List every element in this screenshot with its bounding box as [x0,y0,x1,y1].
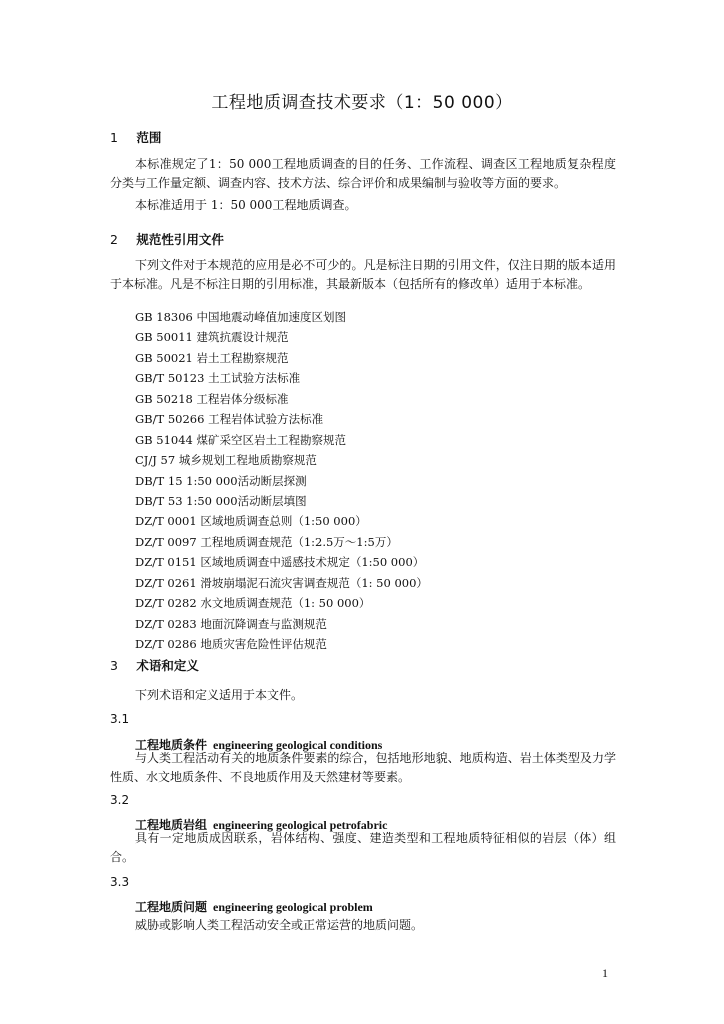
term-definition: 威胁或影响人类工程活动安全或正常运营的地质问题。 [135,918,424,932]
section-number: 3 [110,658,118,673]
section-1-paragraph: 本标准规定了1：50 000工程地质调查的目的任务、工作流程、调查区工程地质复杂程度分类与工作量定额、调查内容、技术方法、综合评价和成果编制与验收等方面的要求。 [110,157,616,190]
reference-item: DB/T 53 1:50 000活动断层填图 [135,493,307,508]
term-chinese: 工程地质条件 [135,738,208,752]
section-1-scope-line: 本标准适用于 1：50 000工程地质调查。 [135,198,357,212]
section-title: 术语和定义 [136,658,199,673]
section-3-intro: 下列术语和定义适用于本文件。 [135,688,304,702]
section-2-heading [110,230,224,248]
reference-item: CJ/J 57 城乡规划工程地质勘察规范 [135,453,317,468]
reference-item: DZ/T 0001 区域地质调查总则（1:50 000） [135,514,367,529]
reference-item: GB/T 50266 工程岩体试验方法标准 [135,412,324,427]
reference-item: GB 50218 工程岩体分级标准 [135,391,289,406]
reference-item: GB 50011 建筑抗震设计规范 [135,330,289,345]
reference-item: DB/T 15 1:50 000活动断层探测 [135,473,307,488]
term-english: engineering geological petrofabric [213,818,388,832]
section-2-intro: 下列文件对于本规范的应用是必不可少的。凡是标注日期的引用文件，仅注日期的版本适用于本标准。凡是不标注日期的引用标准，其最新版本（包括所有的修改单）适用于本标准。 [110,258,616,291]
reference-list [135,309,428,656]
section-1-heading [110,128,161,146]
reference-item: DZ/T 0097 工程地质调查规范（1:2.5万～1:5万） [135,534,398,549]
section-title: 规范性引用文件 [136,232,224,247]
term-number: 3.1 [110,712,130,726]
section-3-heading [110,656,199,674]
page-number: 1 [602,966,608,980]
term-chinese: 工程地质问题 [135,900,208,914]
reference-item: GB/T 50123 土工试验方法标准 [135,371,301,386]
section-number: 1 [110,130,118,145]
reference-item: GB 18306 中国地震动峰值加速度区划图 [135,310,347,324]
reference-item: GB 51044 煤矿采空区岩土工程勘察规范 [135,432,347,447]
section-title: 范围 [136,130,162,145]
document-title: 工程地质调查技术要求（1：50 000） [211,93,513,113]
reference-item: DZ/T 0286 地质灾害危险性评估规范 [135,637,327,651]
term-number: 3.2 [110,793,130,807]
reference-item: DZ/T 0151 区域地质调查中遥感技术规定（1:50 000） [135,555,425,570]
term-definition: 与人类工程活动有关的地质条件要素的综合，包括地形地貌、地质构造、岩土体类型及力学性质、水文地质条件、不良地质作用及天然建材等要素。 [110,751,616,784]
term-heading [135,898,373,915]
section-number: 2 [110,232,118,247]
reference-item: GB 50021 岩土工程勘察规范 [135,350,289,365]
reference-item: DZ/T 0261 滑坡崩塌泥石流灾害调查规范（1: 50 000） [135,575,428,590]
term-number: 3.3 [110,875,130,889]
term-english: engineering geological problem [213,900,373,914]
term-chinese: 工程地质岩组 [135,818,208,832]
term-english: engineering geological conditions [213,738,383,752]
term-definition: 具有一定地质成因联系，岩体结构、强度、建造类型和工程地质特征相似的岩层（体）组合。 [110,831,616,864]
reference-item: DZ/T 0282 水文地质调查规范（1: 50 000） [135,596,371,611]
reference-item: DZ/T 0283 地面沉降调查与监测规范 [135,616,327,631]
